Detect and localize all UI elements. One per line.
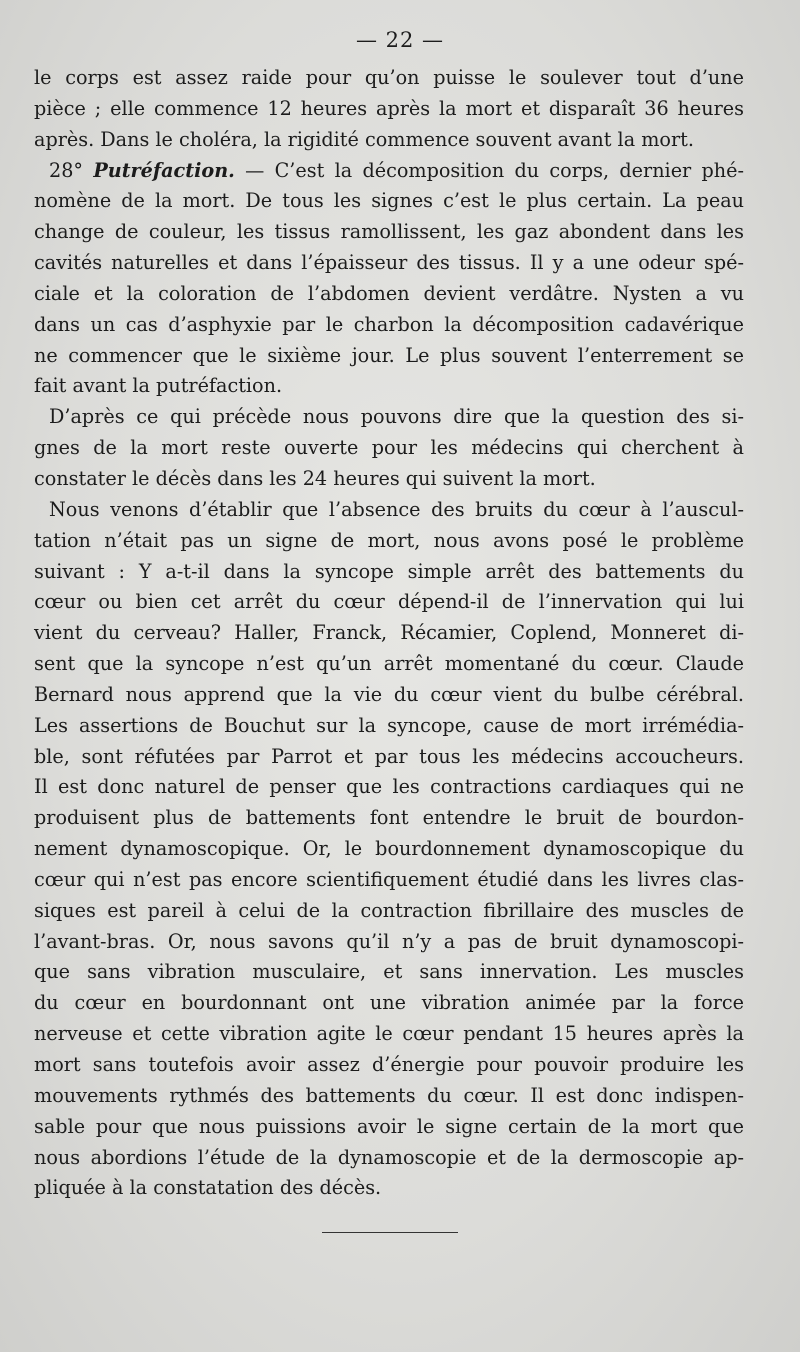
text-line: du cœur en bourdonnant ont une vibration animée par la force [34, 991, 744, 1015]
text-line: dans un cas d’asphyxie par le charbon la décomposition cadavérique [34, 312, 744, 336]
text-line: mouvements rythmés des battements du cœur. Il est donc indispen- [34, 1083, 744, 1107]
text-line: cœur qui n’est pas encore scientifiquement étudié dans les livres clas- [34, 867, 744, 891]
section-title: Putréfaction. [93, 158, 235, 182]
text-line: mort sans toutefois avoir assez d’énergie pour pouvoir produire les [34, 1053, 744, 1076]
text-line: cavités naturelles et dans l’épaisseur des tissus. Il y a une odeur spé- [34, 251, 744, 275]
text-line: ble, sont réfutées par Parrot et par tous les médecins accoucheurs. [34, 744, 744, 768]
section-text: — C’est la décomposition du corps, dernier phé- [234, 158, 745, 182]
text-line: nerveuse et cette vibration agite le cœur pendant 15 heures après la [34, 1022, 744, 1046]
text-line: cœur ou bien cet arrêt du cœur dépend-il de l’innervation qui lui [34, 590, 744, 614]
text-line: suivant : Y a-t-il dans la syncope simple arrêt des battements du [34, 559, 744, 583]
text-line: ciale et la coloration de l’abdomen devient verdâtre. Nysten a vu [34, 281, 744, 305]
text-line: Bernard nous apprend que la vie du cœur vient du bulbe cérébral. [34, 682, 744, 706]
section-number: 28° [49, 158, 94, 182]
text-line: Il est donc naturel de penser que les contractions cardiaques qui ne [34, 775, 744, 799]
text-line: pièce ; elle commence 12 heures après la mort et disparaît 36 heures [34, 96, 744, 120]
text-line: D’après ce qui précède nous pouvons dire que la question des si- [49, 405, 744, 429]
text-line: après. Dans le choléra, la rigidité commence souvent avant la mort. [34, 127, 694, 151]
text-line: ne commencer que le sixième jour. Le plus souvent l’enterrement se [34, 343, 744, 367]
text-line: nomène de la mort. De tous les signes c’est le plus certain. La peau [34, 189, 744, 213]
text-line: nement dynamoscopique. Or, le bourdonnement dynamoscopique du [34, 837, 744, 861]
section-heading-line [34, 156, 744, 187]
text-line: que sans vibration musculaire, et sans innervation. Les muscles [34, 960, 744, 984]
text-line: nous abordions l’étude de la dynamoscopie et de la dermoscopie ap- [34, 1145, 744, 1169]
text-line: Nous venons d’établir que l’absence des bruits du cœur à l’auscul- [49, 497, 744, 521]
text-line: produisent plus de battements font entendre le bruit de bourdon- [34, 806, 744, 830]
text-line: sable pour que nous puissions avoir le signe certain de la mort que [34, 1114, 744, 1138]
text-line: constater le décès dans les 24 heures qui suivent la mort. [34, 466, 596, 490]
text-line: change de couleur, les tissus ramollissent, les gaz abondent dans les [34, 220, 744, 244]
text-line: l’avant-bras. Or, nous savons qu’il n’y a pas de bruit dynamoscopi- [34, 929, 744, 953]
text-line: vient du cerveau? Haller, Franck, Récamier, Coplend, Monneret di- [34, 621, 744, 645]
text-line: pliquée à la constatation des décès. [34, 1176, 382, 1200]
text-line: gnes de la mort reste ouverte pour les médecins qui cherchent à [34, 436, 744, 460]
closing-rule [322, 1232, 458, 1233]
text-line: tation n’était pas un signe de mort, nous avons posé le problème [34, 528, 744, 552]
text-line: le corps est assez raide pour qu’on puisse le soulever tout d’une [34, 66, 744, 89]
page-number: — 22 — [355, 28, 445, 52]
text-line: sent que la syncope n’est qu’un arrêt momentané du cœur. Claude [34, 652, 744, 676]
text-line: Les assertions de Bouchut sur la syncope, cause de mort irrémédia- [34, 713, 744, 737]
text-line: fait avant la putréfaction. [34, 374, 283, 398]
text-line: siques est pareil à celui de la contraction fibrillaire des muscles de [34, 898, 744, 922]
body-text [34, 63, 744, 1204]
